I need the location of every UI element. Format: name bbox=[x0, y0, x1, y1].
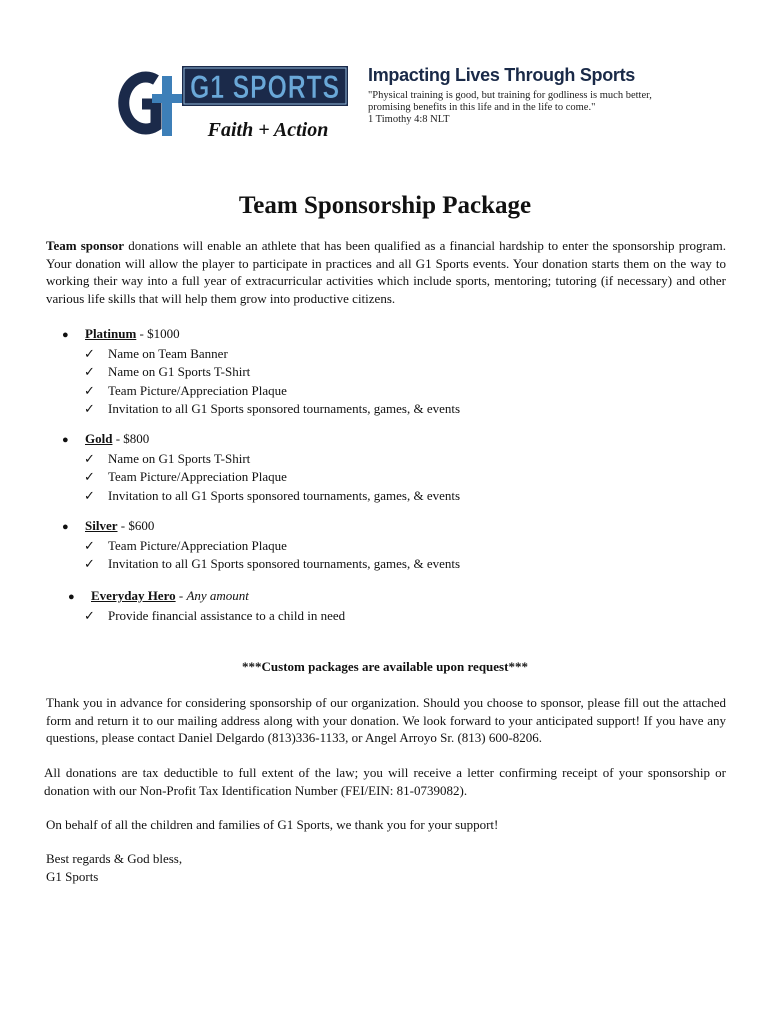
tier-name: Everyday Hero bbox=[91, 588, 176, 603]
checkmark-icon: ✓ bbox=[84, 346, 95, 362]
benefit-item bbox=[62, 468, 722, 487]
tier-name: Gold bbox=[85, 431, 113, 446]
benefit-item bbox=[62, 555, 722, 574]
tier-name: Platinum bbox=[85, 326, 137, 341]
tax-paragraph: All donations are tax deductible to full extent of the law; you will receive a letter confirming receipt of your sponsorship or donation with our Non-Profit Tax Identification Number (FEI/EIN: 81-0739082). bbox=[44, 765, 726, 798]
custom-packages-note: ***Custom packages are available upon request*** bbox=[242, 659, 528, 674]
checkmark-icon: ✓ bbox=[84, 538, 95, 554]
benefit-text: Invitation to all G1 Sports sponsored tournaments, games, & events bbox=[108, 556, 461, 571]
benefit-item bbox=[62, 537, 722, 556]
scripture-reference: 1 Timothy 4:8 NLT bbox=[368, 114, 450, 125]
checkmark-icon: ✓ bbox=[84, 488, 95, 504]
bullet-icon: ● bbox=[62, 434, 69, 446]
checkmark-icon: ✓ bbox=[84, 402, 95, 417]
thanks-paragraph: Thank you in advance for considering sponsorship of our organization. Should you choose to sponsor, please fill out the attached form and return it to our mailing address along with your donation. We look forward to your anticipated support! If you have any questions, please contact Daniel Delgardo (813)336-1133, or Angel Arroyo Sr. (813) 600-8206. bbox=[46, 695, 726, 746]
tier-separator: - bbox=[175, 588, 187, 603]
closing-line: Best regards & God bless, bbox=[46, 851, 183, 866]
tier-price: - $800 bbox=[112, 431, 150, 446]
benefit-item bbox=[62, 487, 722, 506]
signature-block bbox=[46, 850, 182, 885]
logo-wordmark: G1 SPORTS bbox=[190, 69, 340, 105]
checkmark-icon: ✓ bbox=[84, 470, 95, 485]
checkmark-icon: ✓ bbox=[84, 608, 95, 624]
benefit-text: Name on G1 Sports T-Shirt bbox=[108, 364, 251, 379]
tier-platinum bbox=[62, 325, 722, 419]
benefit-text: Team Picture/Appreciation Plaque bbox=[108, 382, 287, 398]
tier-name: Silver bbox=[85, 518, 118, 533]
benefit-item bbox=[62, 345, 722, 364]
bullet-icon: ● bbox=[62, 521, 69, 533]
intro-paragraph bbox=[46, 237, 726, 308]
benefit-text: Invitation to all G1 Sports sponsored tournaments, games, & events bbox=[108, 401, 461, 416]
benefit-item bbox=[62, 382, 722, 401]
signature-name: G1 Sports bbox=[46, 868, 99, 884]
benefit-item bbox=[62, 363, 722, 382]
g1-sports-logo bbox=[118, 60, 350, 144]
behalf-paragraph: On behalf of all the children and families of G1 Sports, we thank you for your support! bbox=[46, 817, 499, 832]
benefit-item bbox=[62, 400, 722, 419]
checkmark-icon: ✓ bbox=[84, 557, 95, 572]
checkmark-icon: ✓ bbox=[84, 451, 95, 467]
scripture-quote: "Physical training is good, but training for godliness is much better, promising benefits in this life and in the life to come." bbox=[368, 90, 652, 113]
tier-everyday-hero bbox=[68, 587, 728, 625]
intro-text: donations will enable an athlete that has been qualified as a financial hardship to enter the sponsorship program. Your donation will allow the player to participate in practices and all G1 Sports events. Your donation starts them on the way to working their way into a full year of extracurricular activities which include sports, mentoring; tutoring (if necessary) and other various life skills that will help them grow into productive citizens. bbox=[46, 238, 726, 307]
benefit-item bbox=[68, 607, 728, 626]
checkmark-icon: ✓ bbox=[84, 383, 95, 399]
benefit-text: Name on Team Banner bbox=[108, 345, 228, 361]
tier-price: - $1000 bbox=[136, 326, 180, 341]
tagline-block bbox=[368, 64, 668, 126]
tier-gold bbox=[62, 430, 722, 505]
checkmark-icon: ✓ bbox=[84, 365, 95, 380]
tier-price: Any amount bbox=[186, 588, 249, 603]
benefit-text: Provide financial assistance to a child in need bbox=[108, 607, 346, 623]
tier-silver bbox=[62, 517, 722, 574]
intro-lead: Team sponsor bbox=[46, 238, 125, 253]
logo-subtitle: Faith + Action bbox=[207, 119, 329, 141]
benefit-text: Team Picture/Appreciation Plaque bbox=[108, 469, 287, 484]
tagline-title: Impacting Lives Through Sports bbox=[368, 65, 636, 85]
tier-price: - $600 bbox=[117, 518, 155, 533]
benefit-text: Name on G1 Sports T-Shirt bbox=[108, 450, 251, 466]
benefit-text: Team Picture/Appreciation Plaque bbox=[108, 537, 287, 553]
page-title: Team Sponsorship Package bbox=[238, 192, 532, 219]
bullet-icon: ● bbox=[68, 591, 75, 603]
benefit-text: Invitation to all G1 Sports sponsored tournaments, games, & events bbox=[108, 487, 461, 503]
bullet-icon: ● bbox=[62, 329, 69, 341]
benefit-item bbox=[62, 450, 722, 469]
